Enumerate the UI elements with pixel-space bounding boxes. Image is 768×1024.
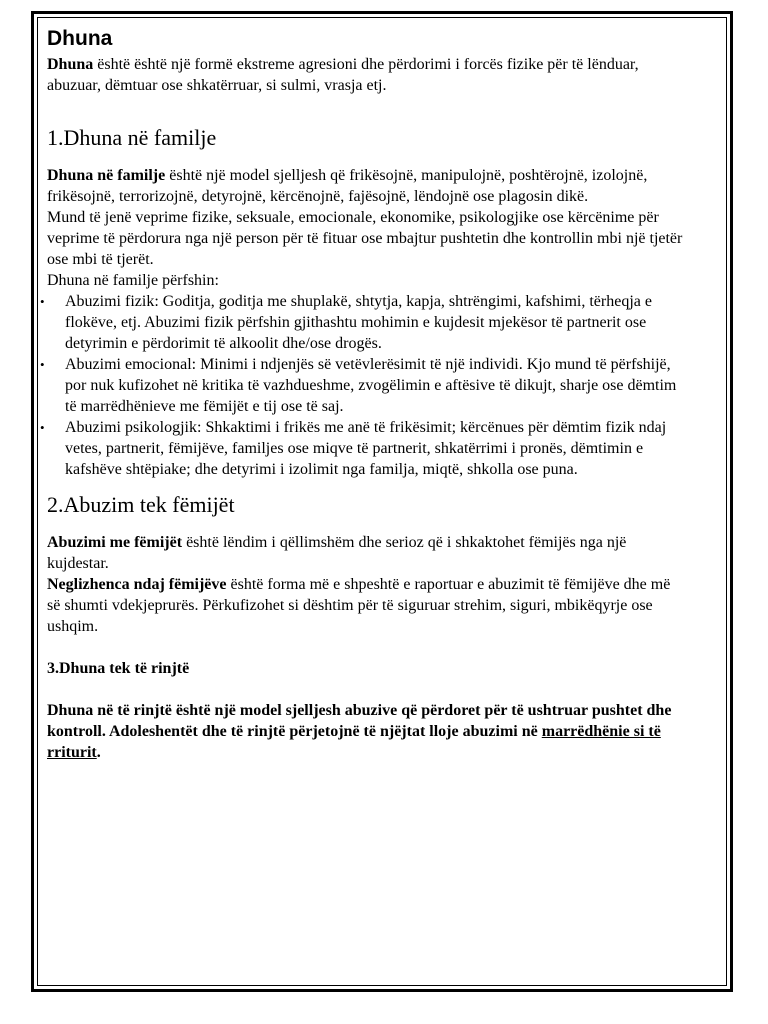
section-heading-youth-violence: 3.Dhuna tek të rinjtë (47, 660, 190, 677)
youth-violence-end: . (96, 744, 101, 761)
family-violence-definition (47, 165, 687, 207)
list-item-physical-abuse: • Abuzimi fizik: Goditja, goditja me shuplakë, shtytja, kapja, shtrëngimi, kafshimi, tërheqja e flokëve, etj. Abuzimi fizik përfshin gjithashtu mohimin e kujdesit mjekësor të partnerit ose detyrimin e përdorimit të alkoolit dhe/ose drogës. (47, 291, 687, 354)
list-item-emotional-abuse: • Abuzimi emocional: Minimi i ndjenjës së vetëvlerësimit të një individi. Kjo mund të përfshijë, por nuk kufizohet në kritika të vazhdueshme, zvogëlimin e aftësive të dikujt, sharje ose dëmtim të marrëdhënieve me fëmijët e tij ose të saj. (47, 354, 687, 417)
child-neglect-definition (47, 574, 687, 637)
document-title: Dhuna (47, 27, 113, 50)
family-violence-term: Dhuna në familje (47, 167, 166, 184)
intro-text: është është një formë ekstreme agresioni dhe përdorimi i forcës fizike për të lënduar, abuzuar, dëmtuar ose shkatërruar, si sulmi, vrasja etj. (47, 56, 639, 94)
child-abuse-text: është lëndim i qëllimshëm dhe serioz që i shkaktohet fëmijës nga një kujdestar. (47, 534, 627, 572)
child-neglect-text: është forma më e shpeshtë e raportuar e abuzimit të fëmijëve dhe më së shumti vdekjeprurës. Përkufizohet si dështim për të siguruar strehim, siguri, mbikëqyrje ose ushqim. (47, 576, 671, 635)
intro-term: Dhuna (47, 56, 94, 73)
abuse-types-list (47, 291, 687, 480)
family-violence-includes: Dhuna në familje përfshin: (47, 272, 219, 289)
child-abuse-term: Abuzimi me fëmijët (47, 534, 183, 551)
document-body (47, 24, 687, 763)
family-violence-text: është një model sjelljesh që frikësojnë, manipulojnë, poshtërojnë, izolojnë, frikësojnë, terrorizojnë, detyrojnë, kërcënojnë, fajësojnë, lëndojnë ose plagosin dikë. (47, 167, 648, 205)
intro-paragraph (47, 54, 687, 96)
family-violence-forms: Mund të jenë veprime fizike, seksuale, emocionale, ekonomike, psikologjike ose kërcënime për veprime të përdorura nga një person për të fituar ose mbajtur pushtetin dhe kontrollin mbi një tjetër ose mbi të tjerët. (47, 209, 683, 268)
youth-violence-text: Dhuna në të rinjtë është një model sjelljesh abuzive që përdoret për të ushtruar pushtet dhe kontroll. Adoleshentët dhe të rinjtë përjetojnë të njëjtat lloje abuzimi në (47, 702, 672, 740)
child-abuse-definition (47, 532, 687, 574)
child-neglect-term: Neglizhenca ndaj fëmijëve (47, 576, 227, 593)
youth-violence-definition (47, 700, 687, 763)
section-heading-child-abuse: 2.Abuzim tek fëmijët (47, 492, 235, 517)
section-heading-family-violence: 1.Dhuna në familje (47, 125, 217, 150)
list-item-psychological-abuse: • Abuzimi psikologjik: Shkaktimi i frikës me anë të frikësimit; kërcënues për dëmtim fizik ndaj vetes, partnerit, fëmijëve, familjes ose miqve të partnerit, shkatërrimi i pronës, dëmtimin e kafshëve shtëpiake; dhe detyrimi i izolimit nga familja, miqtë, shkolla ose puna. (47, 417, 687, 480)
youth-violence-link[interactable]: marrëdhënie si të rriturit (47, 723, 661, 761)
